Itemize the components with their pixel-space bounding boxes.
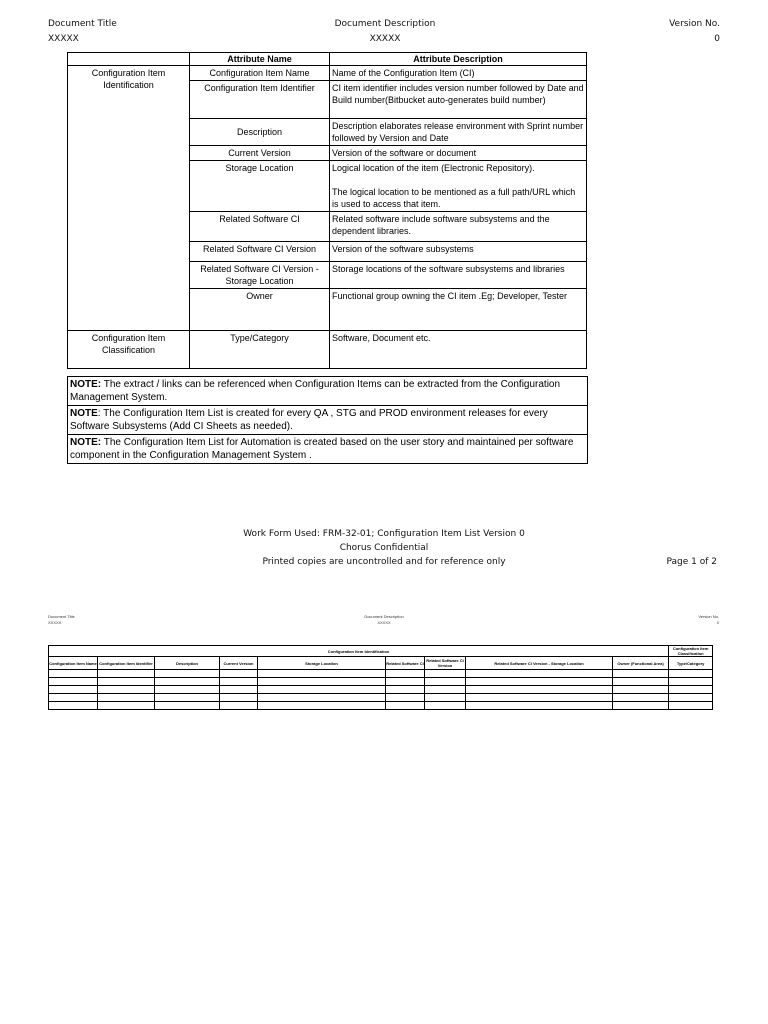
grid-empty-row (49, 678, 713, 686)
grid-col-header: Type/Category (669, 657, 713, 670)
grid-empty-row (49, 694, 713, 702)
attr-desc: Name of the Configuration Item (CI) (330, 66, 587, 81)
doc-desc-value: XXXXX (369, 34, 401, 44)
grid-col-header: Current Version (220, 657, 258, 670)
group-identification: Configuration Item Identification (68, 66, 190, 331)
p2-doc-title-value: XXXXX (48, 620, 62, 625)
ci-list-grid (48, 645, 713, 710)
grid-col-header: Related Software CI Version (426, 658, 464, 668)
notes-box (67, 376, 588, 464)
attr-desc: Description elaborates release environment with Sprint number followed by Version and Date (330, 119, 587, 146)
grid-col-header: Configuration Item Name (49, 657, 98, 670)
attribute-name-header: Attribute Name (190, 53, 330, 66)
version-label: Version No. (669, 19, 720, 29)
grid-group-identification: Configuration Item Identification (49, 646, 669, 657)
attr-name: Related Software CI Version (190, 242, 330, 262)
p2-doc-desc-value: XXXXX (377, 620, 391, 625)
grid-empty-row (49, 686, 713, 694)
attr-name: Related Software CI Version - Storage Location (190, 262, 330, 289)
storage-desc-line2: The logical location to be mentioned as a full path/URL which is used to access that item. (332, 187, 576, 209)
attr-name: Description (190, 119, 330, 146)
p2-version-value: 0 (716, 620, 719, 625)
grid-group-classification: Configuration Item Classification (669, 646, 713, 657)
grid-col-header: Related Software CI Version - Storage Location (466, 657, 613, 670)
printed-copies-line: Printed copies are uncontrolled and for reference only (262, 557, 506, 567)
attr-desc: Version of the software or document (330, 146, 587, 161)
attr-name: Related Software CI (190, 212, 330, 242)
page-number: Page 1 of 2 (666, 557, 717, 567)
attr-name: Configuration Item Identifier (190, 81, 330, 119)
attr-name: Owner (190, 289, 330, 331)
p2-doc-title-label: Document Title (48, 614, 75, 619)
note-3: NOTE: The Configuration Item List for Automation is created based on the user story and maintained per software component in the Configuration Management System . (68, 434, 587, 463)
attr-name: Storage Location (190, 161, 330, 212)
attr-desc: Related software include software subsystems and the dependent libraries. (330, 212, 587, 242)
doc-title-value: XXXXX (48, 34, 79, 44)
attribute-table (67, 52, 587, 369)
storage-desc-line1: Logical location of the item (Electronic Repository). (332, 163, 535, 173)
doc-desc-label: Document Description (334, 19, 436, 29)
grid-empty-row (49, 670, 713, 678)
doc-title-label: Document Title (48, 19, 117, 29)
confidential-line: Chorus Confidential (339, 543, 429, 553)
p2-doc-desc-label: Document Description (364, 614, 404, 619)
group-classification: Configuration Item Classification (68, 331, 190, 369)
attr-desc: Version of the software subsystems (330, 242, 587, 262)
attr-desc: Functional group owning the CI item .Eg; Developer, Tester (330, 289, 587, 331)
attr-name: Configuration Item Name (190, 66, 330, 81)
grid-col-header: Owner (Functional Area) (613, 657, 669, 670)
attr-name: Type/Category (190, 331, 330, 369)
attr-desc: Software, Document etc. (330, 331, 587, 369)
attribute-desc-header: Attribute Description (330, 53, 587, 66)
grid-col-header: Related Software CI (386, 657, 425, 670)
blank-header (68, 53, 190, 66)
grid-col-header: Storage Location (258, 657, 386, 670)
note-2: NOTE: The Configuration Item List is created for every QA , STG and PROD environment releases for every Software Subsystems (Add CI Sheets as needed). (68, 405, 587, 434)
grid-empty-row (49, 702, 713, 710)
p2-version-label: Version No. (698, 614, 719, 619)
attr-desc (330, 161, 587, 212)
grid-col-header: Configuration Item Identifier (98, 657, 155, 670)
attr-name: Current Version (190, 146, 330, 161)
attr-desc: Storage locations of the software subsystems and libraries (330, 262, 587, 289)
work-form-line: Work Form Used: FRM-32-01; Configuration Item List Version 0 (243, 529, 525, 539)
grid-col-header: Description (155, 657, 220, 670)
version-value: 0 (714, 34, 720, 44)
note-1: NOTE: The extract / links can be referenced when Configuration Items can be extracted from the Configuration Management System. (70, 379, 561, 403)
attr-desc: CI item identifier includes version number followed by Date and Build number(Bitbucket auto-generates build number) (330, 81, 587, 119)
